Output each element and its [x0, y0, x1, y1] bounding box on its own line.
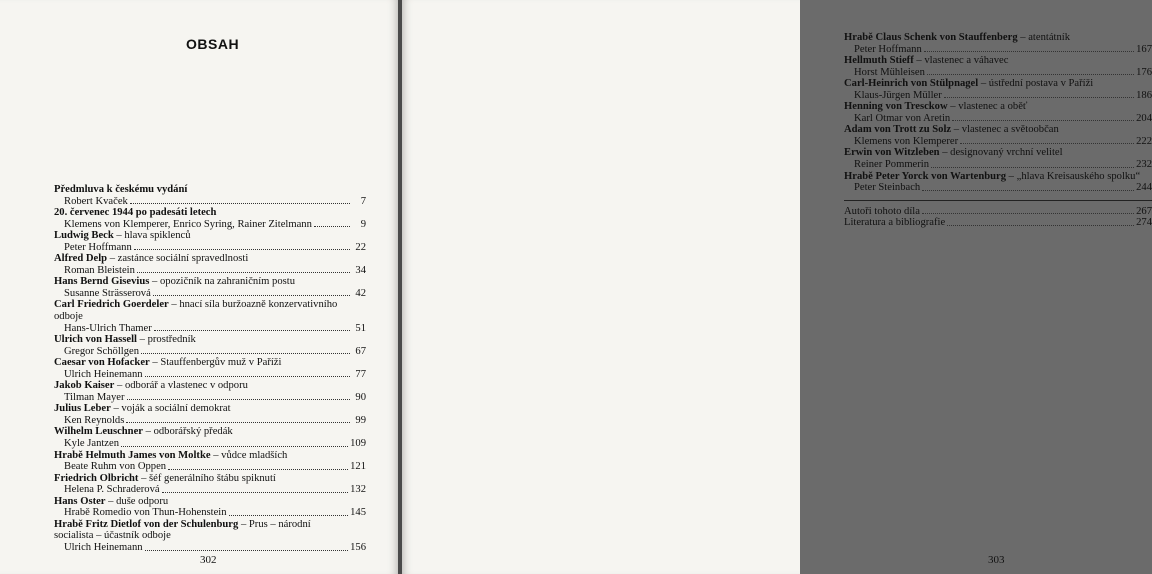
entry-person-name: Ulrich von Hassell	[54, 334, 137, 346]
entry-author: Klaus-Jürgen Müller	[854, 89, 942, 101]
entry-author: Beate Ruhm von Oppen	[64, 461, 167, 473]
toc-entry	[54, 426, 366, 449]
toc-entry	[54, 334, 366, 357]
entry-page-number: 186	[1136, 89, 1152, 101]
entry-subtitle: – voják a sociální demokrat	[110, 403, 231, 415]
dot-leader	[960, 143, 1134, 144]
dot-leader	[922, 213, 1134, 214]
entry-author-row	[54, 346, 366, 358]
entry-author: Peter Steinbach	[854, 182, 921, 194]
entry-title	[54, 380, 366, 392]
entry-title	[54, 207, 366, 219]
dot-leader	[134, 249, 350, 250]
entry-subtitle-continued: socialista – účastník odboje	[54, 530, 171, 542]
entry-subtitle: – hlava spiklenců	[113, 230, 191, 242]
entry-title	[844, 124, 1152, 136]
entry-person-name: Hans Bernd Gisevius	[54, 276, 150, 288]
entry-author-row	[54, 484, 366, 496]
toc-entry	[844, 32, 1152, 55]
dot-leader	[145, 376, 350, 377]
entry-page-number: 204	[1136, 112, 1152, 124]
entry-person-name: Carl Friedrich Goerdeler	[54, 299, 169, 311]
entry-title	[844, 101, 1152, 113]
entry-page-number: 176	[1136, 66, 1152, 78]
toc-entry	[844, 55, 1152, 78]
entry-title	[844, 78, 1152, 90]
entry-page-number: 90	[355, 391, 366, 403]
entry-author: Peter Hoffmann	[64, 241, 132, 253]
entry-subtitle: – designovaný vrchní velitel	[939, 147, 1063, 159]
entry-page-number: 51	[355, 322, 366, 334]
contents-list-left	[54, 184, 366, 554]
dot-leader	[145, 550, 349, 551]
entry-page-number: 167	[1136, 43, 1152, 55]
dot-leader	[229, 515, 349, 516]
entry-page-number: 244	[1136, 182, 1152, 194]
entry-page-number: 77	[355, 368, 366, 380]
entry-title	[54, 519, 366, 531]
entry-subtitle: – atentátník	[1017, 32, 1071, 43]
section-divider	[844, 200, 1152, 201]
dot-leader	[168, 469, 348, 470]
entry-title	[54, 230, 366, 242]
entry-page-number: 9	[360, 218, 366, 230]
dot-leader	[126, 422, 350, 423]
page-number-right: 303	[988, 554, 1005, 566]
entry-author-row	[54, 196, 366, 208]
entry-author: Hans-Ulrich Thamer	[64, 322, 152, 334]
entry-author: Kyle Jantzen	[64, 438, 120, 450]
entry-title	[54, 357, 366, 369]
dot-leader	[922, 190, 1134, 191]
entry-author: Susanne Strässerová	[64, 287, 151, 299]
entry-person-name: Jakob Kaiser	[54, 380, 115, 392]
entry-author-row	[844, 113, 1152, 125]
appendix-entry	[844, 206, 1152, 218]
entry-subtitle: – odborářský předák	[142, 426, 233, 438]
entry-subtitle: – hnací síla buržoazně konzervativního	[168, 299, 338, 311]
dot-leader	[924, 51, 1134, 52]
entry-author: Ken Reynolds	[64, 414, 125, 426]
entry-subtitle: – vlastenec a světoobčan	[951, 124, 1059, 136]
entry-author: Horst Mühleisen	[854, 66, 925, 78]
entry-author-row	[844, 90, 1152, 102]
entry-subtitle: – vlastenec a váhavec	[913, 55, 1009, 67]
entry-subtitle: – vlastenec a oběť	[947, 101, 1028, 113]
entry-title	[54, 496, 366, 508]
entry-title	[844, 147, 1152, 159]
toc-entry	[54, 496, 366, 519]
entry-author-row	[844, 136, 1152, 148]
entry-person-name: Wilhelm Leuschner	[54, 426, 143, 438]
entry-subtitle: – šéf generálního štábu spiknutí	[138, 472, 276, 484]
entry-page-number: 121	[350, 461, 366, 473]
entry-author: Klemens von Klemperer, Enrico Syring, Rainer Zitelmann	[64, 218, 312, 230]
entry-page-number: 34	[355, 264, 366, 276]
appendix-page-number: 274	[1136, 217, 1152, 229]
toc-entry	[54, 519, 366, 554]
entry-author: Peter Hoffmann	[854, 43, 922, 55]
entry-person-name: Předmluva k českému vydání	[54, 184, 188, 195]
toc-entry	[844, 147, 1152, 170]
entry-title	[54, 276, 366, 288]
entry-person-name: Hrabě Fritz Dietlof von der Schulenburg	[54, 518, 239, 530]
entry-title	[54, 473, 366, 485]
entry-author-row	[844, 159, 1152, 171]
entry-title	[54, 184, 366, 196]
dot-leader	[931, 167, 1134, 168]
toc-entry	[54, 403, 366, 426]
entry-author: Roman Bleistein	[64, 264, 135, 276]
entry-author-row	[54, 461, 366, 473]
dot-leader	[162, 492, 349, 493]
toc-entry	[844, 171, 1152, 194]
entry-author: Robert Kvaček	[64, 195, 128, 207]
entry-person-name: 20. červenec 1944 po padesáti letech	[54, 207, 217, 219]
entry-person-name: Hrabě Helmuth James von Moltke	[54, 449, 211, 461]
entry-person-name: Henning von Tresckow	[844, 101, 948, 113]
toc-entry	[54, 207, 366, 230]
entry-author-row	[54, 369, 366, 381]
toc-entry	[844, 101, 1152, 124]
entry-page-number: 145	[350, 507, 366, 519]
entry-author-row	[54, 438, 366, 450]
entry-title	[54, 334, 366, 346]
entry-person-name: Hans Oster	[54, 495, 106, 507]
entry-author-row	[844, 44, 1152, 56]
contents-heading: OBSAH	[186, 36, 240, 52]
entry-subtitle: – vůdce mladších	[210, 449, 288, 461]
entry-author: Helena P. Schraderová	[64, 484, 160, 496]
entry-subtitle: – prostředník	[137, 334, 196, 346]
entry-author-row	[54, 392, 366, 404]
entry-page-number: 42	[355, 287, 366, 299]
dot-leader	[127, 399, 350, 400]
entry-author: Reiner Pommerin	[854, 159, 930, 171]
toc-entry	[54, 276, 366, 299]
dot-leader	[154, 330, 350, 331]
entry-subtitle: – „hlava Kreisauského spolku“	[1006, 170, 1141, 182]
page-number-left: 302	[200, 554, 217, 566]
entry-page-number: 109	[350, 438, 366, 450]
entry-author-row	[844, 182, 1152, 194]
toc-entry	[54, 357, 366, 380]
toc-entry	[844, 124, 1152, 147]
entry-page-number: 222	[1136, 135, 1152, 147]
toc-entry	[54, 253, 366, 276]
entry-title	[54, 253, 366, 265]
entry-page-number: 22	[355, 241, 366, 253]
entry-author: Ulrich Heinemann	[64, 541, 143, 553]
entry-author-row	[54, 219, 366, 231]
entry-title	[54, 426, 366, 438]
entry-page-number: 156	[350, 541, 366, 553]
entry-author-row	[54, 288, 366, 300]
entry-author-row	[54, 323, 366, 335]
entry-author-row	[54, 265, 366, 277]
entry-title	[844, 32, 1152, 44]
entry-page-number: 232	[1136, 159, 1152, 171]
entry-title	[54, 403, 366, 415]
contents-list-right	[844, 32, 1152, 229]
entry-page-number: 132	[350, 484, 366, 496]
toc-entry	[54, 450, 366, 473]
entry-page-number: 67	[355, 345, 366, 357]
entry-author-row	[54, 507, 366, 519]
right-page	[402, 0, 1152, 574]
appendix-label: Literatura a bibliografie	[844, 217, 946, 229]
dot-leader	[947, 225, 1134, 226]
entry-person-name: Carl-Heinrich von Stülpnagel	[844, 78, 979, 90]
entry-subtitle: – odborář a vlastenec v odporu	[114, 380, 248, 392]
entry-author-row	[844, 67, 1152, 79]
entry-author: Gregor Schöllgen	[64, 345, 140, 357]
toc-entry	[54, 230, 366, 253]
entry-person-name: Hellmuth Stieff	[844, 55, 914, 67]
entry-page-number: 7	[360, 195, 366, 207]
entry-title	[54, 450, 366, 462]
dot-leader	[314, 226, 350, 227]
dot-leader	[137, 272, 350, 273]
entry-title	[844, 55, 1152, 67]
entry-subtitle: – ústřední postava v Paříži	[978, 78, 1094, 90]
appendix-entry	[844, 217, 1152, 229]
entry-person-name: Ludwig Beck	[54, 230, 114, 242]
dot-leader	[141, 353, 350, 354]
entry-author-row	[54, 415, 366, 427]
dot-leader	[927, 74, 1134, 75]
entry-author: Klemens von Klemperer	[854, 135, 959, 147]
appendix-label: Autoři tohoto díla	[844, 205, 920, 217]
dot-leader	[130, 203, 350, 204]
entry-subtitle-continued: odboje	[54, 311, 83, 323]
entry-subtitle: – Stauffenbergův muž v Paříži	[149, 357, 282, 369]
toc-entry	[844, 78, 1152, 101]
entry-subtitle: – opozičník na zahraničním postu	[149, 276, 295, 288]
dot-leader	[952, 120, 1134, 121]
entry-author: Ulrich Heinemann	[64, 368, 143, 380]
entry-author: Hrabě Romedio von Thun-Hohenstein	[64, 507, 227, 519]
entry-person-name: Julius Leber	[54, 403, 111, 415]
entry-page-number: 99	[355, 414, 366, 426]
dot-leader	[121, 446, 348, 447]
entry-subtitle: – duše odporu	[105, 495, 169, 507]
entry-person-name: Friedrich Olbricht	[54, 472, 139, 484]
toc-entry	[54, 473, 366, 496]
dot-leader	[153, 295, 350, 296]
entry-person-name: Alfred Delp	[54, 253, 108, 265]
entry-person-name: Hrabě Claus Schenk von Stauffenberg	[844, 32, 1018, 43]
entry-person-name: Caesar von Hofacker	[54, 357, 150, 369]
entry-subtitle: – zastánce sociální spravedlnosti	[107, 253, 249, 265]
dot-leader	[944, 97, 1134, 98]
appendix-page-number: 267	[1136, 205, 1152, 217]
entry-author: Tilman Mayer	[64, 391, 125, 403]
entry-person-name: Erwin von Witzleben	[844, 147, 940, 159]
entry-author-row	[54, 542, 366, 554]
entry-person-name: Hrabě Peter Yorck von Wartenburg	[844, 170, 1007, 182]
toc-entry	[54, 299, 366, 334]
entry-title	[54, 299, 366, 311]
entry-title	[844, 171, 1152, 183]
toc-entry	[54, 184, 366, 207]
entry-subtitle: – Prus – národní	[238, 518, 311, 530]
entry-person-name: Adam von Trott zu Solz	[844, 124, 952, 136]
entry-author-row	[54, 242, 366, 254]
left-page	[0, 0, 398, 574]
toc-entry	[54, 380, 366, 403]
entry-author: Karl Otmar von Aretin	[854, 112, 951, 124]
